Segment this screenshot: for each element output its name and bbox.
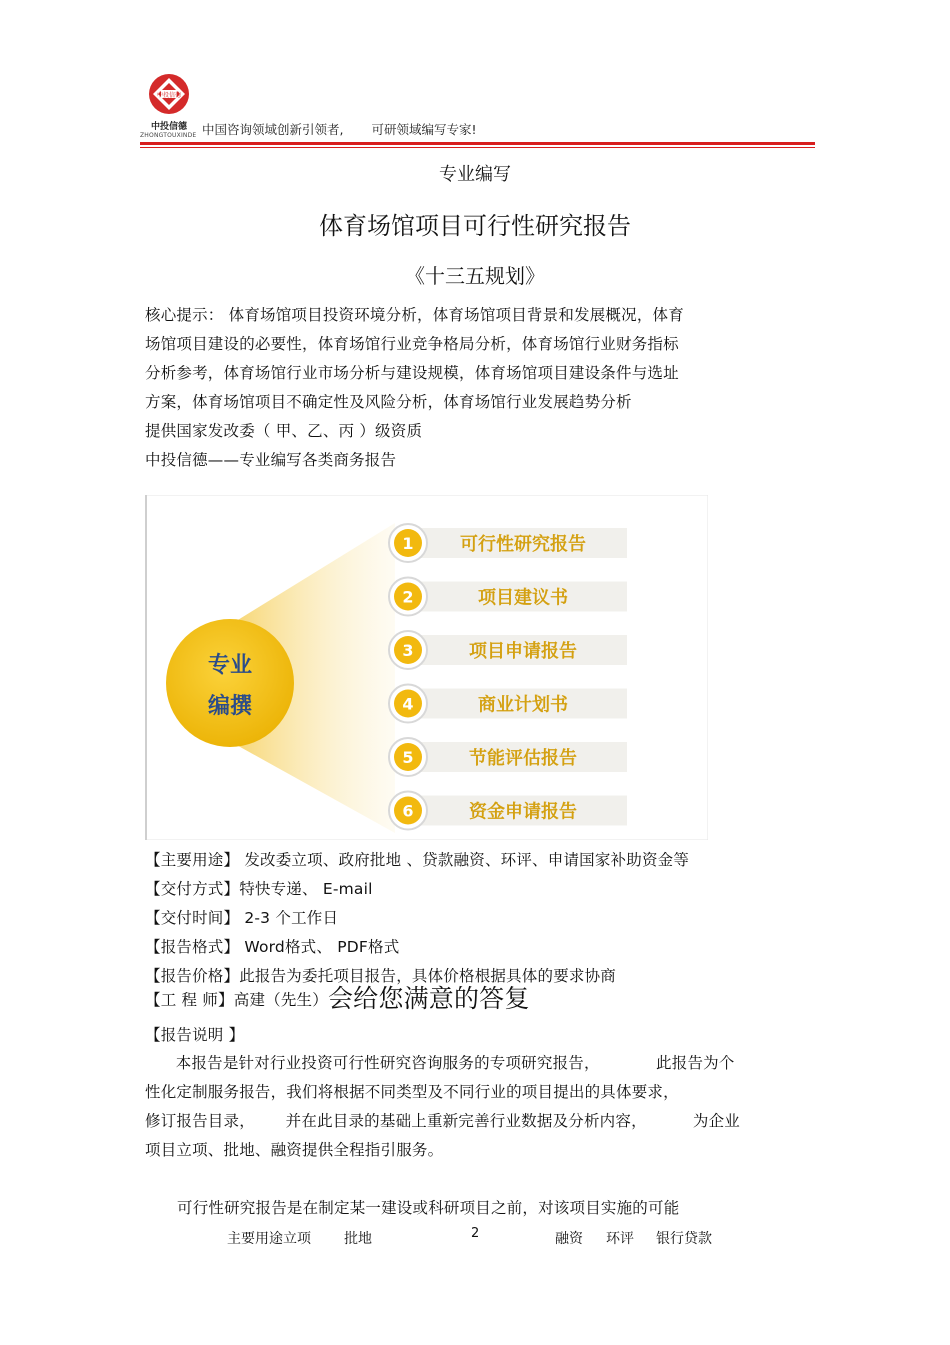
price-line: 【报告价格】此报告为委托项目报告，具体价格根据具体的要求协商 [145,967,617,985]
service-item [389,685,627,723]
service-item-number: 6 [402,801,414,821]
service-item-label: 项目申请报告 [469,641,577,662]
usage-line: 【主要用途】 发改委立项、政府批地 、贷款融资、环评、申请国家补助资金等 [145,851,690,869]
service-item [389,631,627,669]
slogan-part-1: 中国咨询领域创新引领者, [202,122,344,137]
footer-eia: 环评 [606,1231,634,1247]
svg-text:中投信德: 中投信德 [156,92,182,99]
logo-subtitle: ZHONGTOUXINDE [140,132,197,139]
services-diagram [145,495,708,840]
qualification-line: 提供国家发改委（ 甲、乙、丙 ）级资质 [145,422,423,440]
center-disc [166,619,294,747]
engineer-prefix: 【工 程 师】高建（先生） [145,991,328,1009]
page-header [140,68,815,150]
service-item-label: 节能评估报告 [469,748,577,769]
center-label-1: 专业 [207,653,253,678]
service-item [389,578,627,616]
service-item-label: 资金申请报告 [469,801,577,823]
service-item-number: 2 [402,587,414,607]
summary-line: 分析参考，体育场馆行业市场分析与建设规模，体育场馆项目建设条件与选址 [145,364,679,382]
service-item-number: 5 [402,748,414,767]
page-number: 2 [471,1226,480,1241]
footer-bank-loan: 银行贷款 [656,1231,712,1247]
explanation-line: 项目立项、批地、融资提供全程指引服务。 [145,1141,444,1159]
footer-usage: 主要用途立项 [227,1231,311,1247]
plan-subtitle: 《十三五规划》 [405,264,545,288]
footer-land: 批地 [344,1231,372,1247]
header-rule [140,142,815,145]
explanation-line: 性化定制服务报告，我们将根据不同类型及不同行业的项目提出的具体要求， [145,1083,679,1101]
explanation-line: 修订报告目录， 并在此目录的基础上重新完善行业数据及分析内容， 为企业 [145,1112,741,1130]
summary-line: 核心提示： 体育场馆项目投资环境分析，体育场馆项目背景和发展概况，体育 [145,306,684,324]
slogan-part-2: 可研领域编写专家! [371,122,477,137]
svg-text:中投信德: 中投信德 [150,122,188,132]
summary-line: 场馆项目建设的必要性，体育场馆行业竞争格局分析，体育场馆行业财务指标 [145,335,679,353]
service-item [389,524,627,562]
explanation-line: 本报告是针对行业投资可行性研究咨询服务的专项研究报告， 此报告为个 [145,1054,735,1072]
engineer-line [145,984,530,1015]
service-item-label: 项目建议书 [478,587,568,609]
service-item-number: 3 [402,641,414,660]
service-item-label: 可行性研究报告 [460,534,586,555]
footer-financing: 融资 [555,1231,583,1247]
header-rule-thin [140,147,815,148]
kicker-text: 专业编写 [439,164,511,185]
report-title: 体育场馆项目可行性研究报告 [319,212,631,240]
company-tagline: 中投信德——专业编写各类商务报告 [145,451,397,469]
header-slogan [202,120,477,138]
service-item-number: 1 [402,534,414,553]
center-label-2: 编撰 [207,694,253,719]
feasibility-line: 可行性研究报告是在制定某一建设或科研项目之前，对该项目实施的可能 [177,1199,680,1217]
service-item [389,738,627,776]
explain-label: 【报告说明 】 [145,1026,245,1044]
engineer-promise: 会给您满意的答复 [327,984,530,1013]
service-item-label: 商业计划书 [478,694,568,716]
delivery-time-line: 【交付时间】 2-3 个工作日 [145,909,339,927]
summary-line: 方案，体育场馆项目不确定性及风险分析，体育场馆行业发展趋势分析 [145,393,632,411]
delivery-method-line: 【交付方式】特快专递、 E-mail [145,880,373,898]
services-diagram-svg [145,495,708,840]
company-logo [143,72,195,134]
service-item [389,792,627,830]
service-item-number: 4 [402,694,414,714]
format-line: 【报告格式】 Word格式、 PDF格式 [145,938,400,956]
